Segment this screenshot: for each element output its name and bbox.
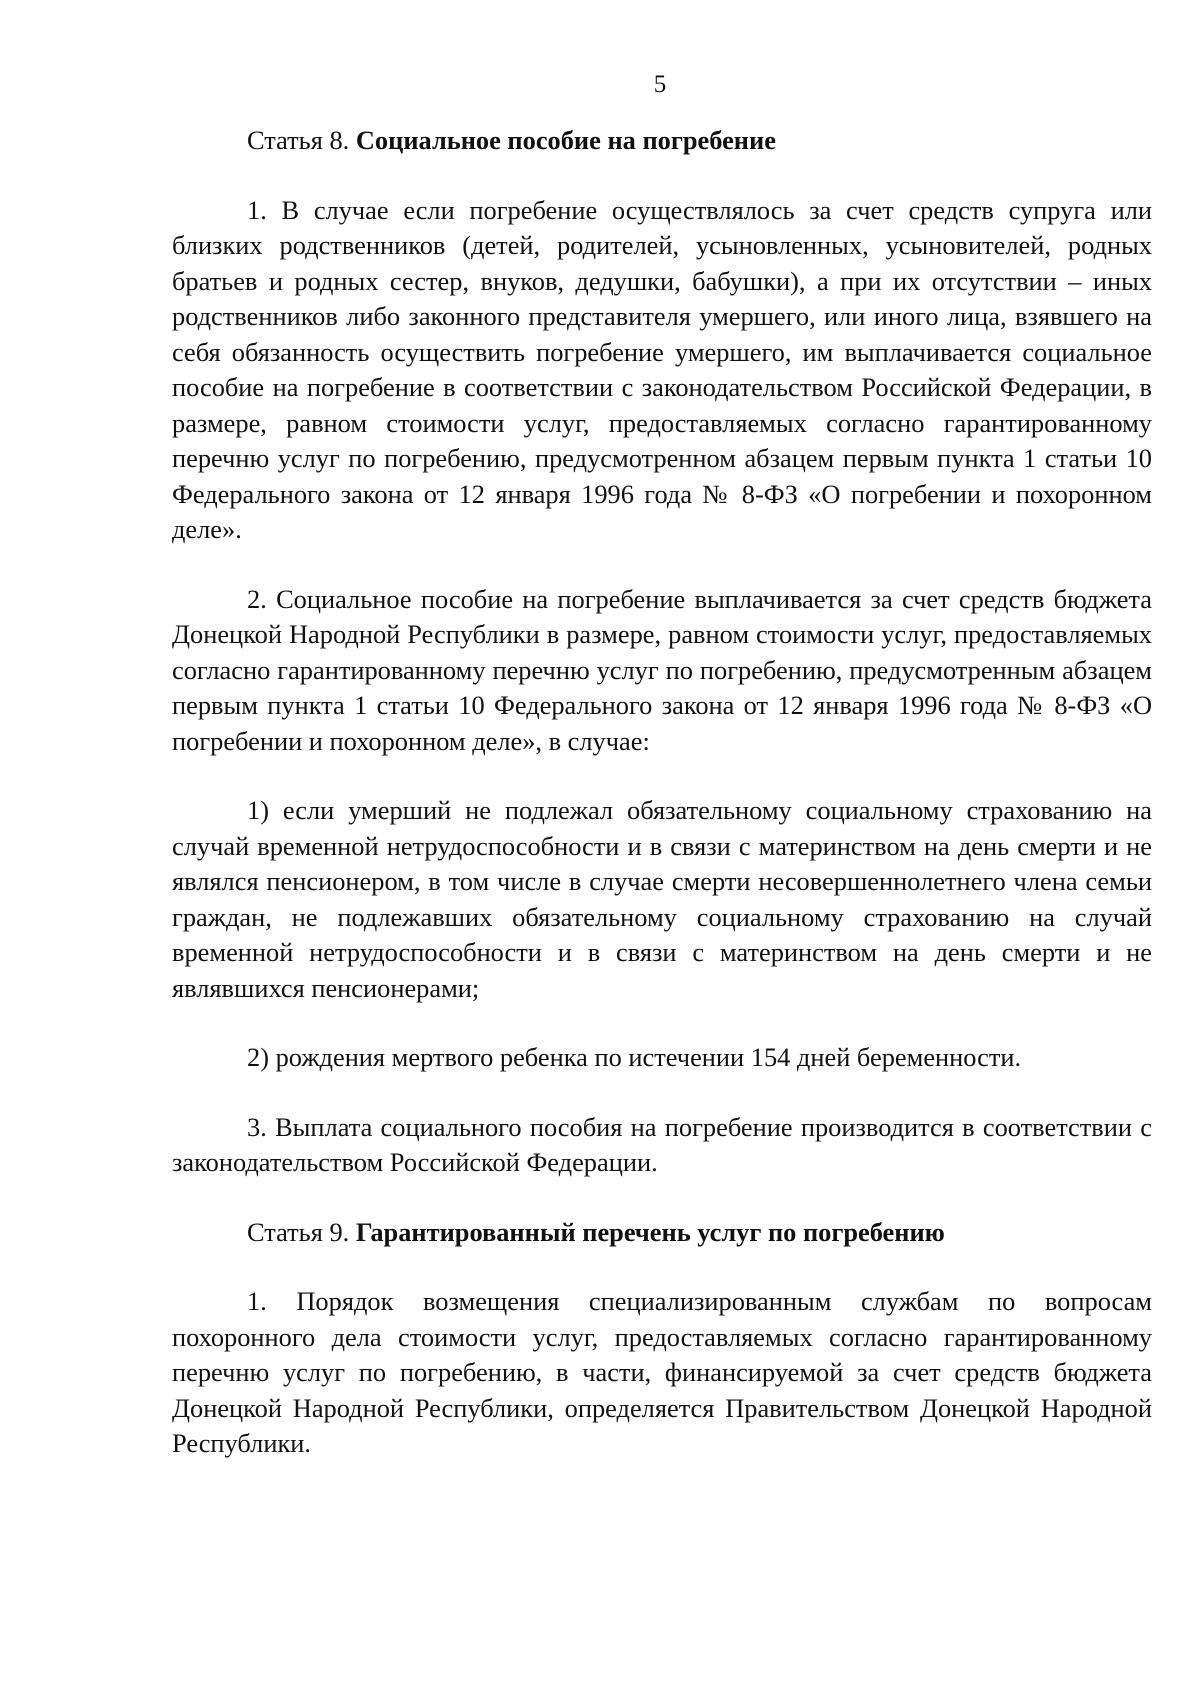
article-8-paragraph-2: 2. Социальное пособие на погребение выплачивается за счет средств бюджета Донецкой Народной Республики в размере, равном стоимости услуг, предоставляемых согласно гарантированному перечню услуг по погребению, предусмотренным абзацем первым пункта 1 статьи 10 Федерального закона от 12 января 1996 года № 8-ФЗ «О погребении и похоронном деле», в случае:	[172, 583, 1152, 756]
article-8-heading	[172, 123, 1152, 159]
article-8-prefix: Статья 8.	[247, 125, 350, 155]
page-number: 5	[653, 71, 667, 98]
article-8-paragraph-2-item-1: 1) если умерший не подлежал обязательному социальному страхованию на случай временной нетрудоспособности и в связи с материнством на день смерти и не являлся пенсионером, в том числе в случае смерти несовершеннолетнего члена семьи граждан, не подлежавших обязательному социальному страхованию на случай временной нетрудоспособности и в связи с материнством на день смерти и не являвшихся пенсионерами;	[172, 795, 1152, 1003]
article-9-prefix: Статья 9.	[247, 1216, 350, 1247]
article-9-paragraph-1: 1. Порядок возмещения специализированным службам по вопросам похоронного дела стоимости услуг, предоставляемых согласно гарантированному перечню услуг по погребению, в части, финансируемой за счет средств бюджета Донецкой Народной Республики, определяется Правительством Донецкой Народной Республики.	[172, 1286, 1152, 1458]
document-body	[172, 123, 1152, 1462]
article-9-title: Гарантированный перечень услуг по погребению	[355, 1216, 945, 1247]
article-8-paragraph-1: 1. В случае если погребение осуществлялось за счет средств супруга или близких родственников (детей, родителей, усыновленных, усыновителей, родных братьев и родных сестер, внуков, дедушки, бабушки), а при их отсутствии – иных родственников либо законного представителя умершего, или иного лица, взявшего на себя обязанность осуществить погребение умершего, им выплачивается социальное пособие на погребение в соответствии с законодательством Российской Федерации, в размере, равном стоимости услуг, предоставляемых согласно гарантированному перечню услуг по погребению, предусмотренном абзацем первым пункта 1 статьи 10 Федерального закона от 12 января 1996 года № 8-ФЗ «О погребении и похоронном деле».	[172, 194, 1152, 544]
article-9-heading	[172, 1215, 1152, 1251]
article-8-paragraph-2-item-2: 2) рождения мертвого ребенка по истечении 154 дней беременности.	[247, 1042, 1022, 1072]
article-8-title: Социальное пособие на погребение	[355, 125, 776, 155]
article-8-paragraph-3: 3. Выплата социального пособия на погребение производится в соответствии с законодательством Российской Федерации.	[172, 1111, 1152, 1177]
